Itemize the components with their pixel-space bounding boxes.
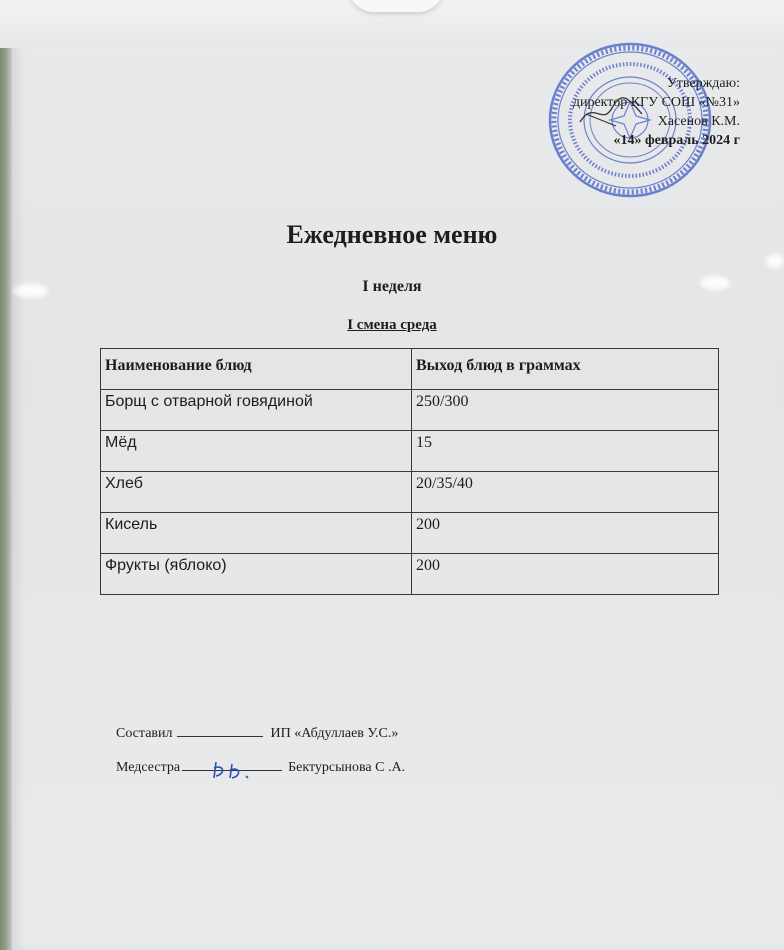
page-title: Ежедневное меню <box>286 220 498 249</box>
approval-line: директор КГУ СОШ «№31» <box>572 95 740 110</box>
dish-weight: 200 <box>412 554 719 595</box>
dish-name: Хлеб <box>101 472 412 513</box>
approval-block <box>573 74 740 150</box>
dish-name: Борщ с отварной говядиной <box>101 390 412 431</box>
table-row <box>101 554 719 595</box>
nurse-label: Медсестра <box>116 760 181 775</box>
dish-weight: 20/35/40 <box>412 472 719 513</box>
menu-table <box>100 348 719 595</box>
dish-name: Мёд <box>101 431 412 472</box>
dish-name: Кисель <box>101 513 412 554</box>
nurse-signature-icon <box>210 758 262 784</box>
approval-line: Хасенов К.М. <box>657 114 740 129</box>
compiled-by-line <box>116 726 398 742</box>
table-row <box>101 390 719 431</box>
dish-weight: 15 <box>412 431 719 472</box>
week-label: I неделя <box>362 278 422 295</box>
column-header-dish: Наименование блюд <box>101 349 412 390</box>
compiled-by-name: ИП «Абдуллаев У.С.» <box>270 726 399 741</box>
dish-name: Фрукты (яблоко) <box>101 554 412 595</box>
light-reflection <box>766 254 784 268</box>
nurse-name: Бектурсынова С .А. <box>288 760 406 775</box>
approval-date: «14» февраль 2024 г <box>613 133 740 148</box>
column-header-weight: Выход блюд в граммах <box>412 349 719 390</box>
approval-line: Утверждаю: <box>666 76 740 91</box>
table-row <box>101 472 719 513</box>
dish-weight: 250/300 <box>412 390 719 431</box>
table-row <box>101 431 719 472</box>
table-header-row <box>101 349 719 390</box>
compiled-label: Составил <box>116 726 173 741</box>
signature-blank <box>182 770 282 771</box>
signature-blank <box>177 736 263 737</box>
dish-weight: 200 <box>412 513 719 554</box>
nurse-line <box>116 760 405 776</box>
table-row <box>101 513 719 554</box>
shift-label: I смена среда <box>347 317 437 333</box>
